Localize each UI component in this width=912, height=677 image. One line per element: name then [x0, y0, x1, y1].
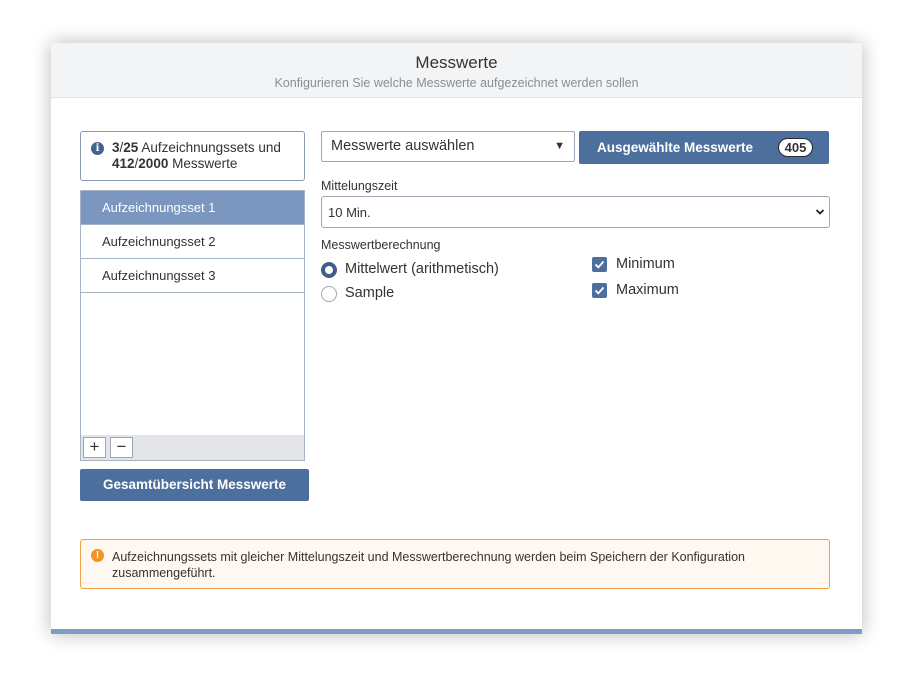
checkbox-maximum[interactable] — [592, 282, 702, 302]
set-item-1[interactable]: Aufzeichnungsset 1 — [81, 191, 304, 225]
warning-icon: ! — [91, 549, 104, 562]
radio-sample[interactable] — [321, 284, 531, 304]
set-item-3[interactable]: Aufzeichnungsset 3 — [81, 259, 304, 293]
messwerte-dialog — [51, 43, 862, 634]
dialog-header — [51, 43, 862, 98]
values-total: 2000 — [138, 156, 169, 171]
recording-set-list — [80, 190, 305, 461]
radio-mittelwert-label: Mittelwert (arithmetisch) — [345, 261, 499, 277]
averaging-value: 10 Min. — [328, 205, 371, 220]
chevron-down-icon — [815, 207, 825, 217]
radio-button-selected[interactable] — [321, 262, 337, 278]
set-list-toolbar — [81, 435, 304, 460]
checkbox-checked[interactable] — [592, 283, 607, 298]
sets-total: 25 — [123, 140, 139, 155]
values-used: 412 — [112, 156, 135, 171]
dialog-footer-bar — [51, 629, 862, 634]
averaging-dropdown[interactable] — [321, 196, 830, 228]
checkbox-minimum-label: Minimum — [616, 256, 675, 272]
checkbox-maximum-label: Maximum — [616, 282, 679, 298]
selected-measures-label: Ausgewählte Messwerte — [597, 140, 754, 155]
set-item-2[interactable]: Aufzeichnungsset 2 — [81, 225, 304, 259]
sets-text: Aufzeichnungssets und — [141, 140, 281, 155]
measure-select[interactable] — [321, 131, 575, 162]
add-set-button[interactable]: + — [83, 437, 106, 458]
selected-measures-button[interactable] — [579, 131, 829, 164]
quota-info-box — [80, 131, 305, 181]
checkbox-minimum[interactable] — [592, 256, 702, 276]
averaging-label: Mittelungszeit — [321, 179, 398, 193]
caret-down-icon: ▼ — [554, 140, 565, 152]
info-icon: i — [91, 142, 104, 155]
remove-set-button[interactable]: − — [110, 437, 133, 458]
dialog-title: Messwerte — [415, 53, 498, 72]
quota-info-text: 3/25 Aufzeichnungssets und 412/2000 Messwerte — [112, 140, 281, 171]
calculation-label: Messwertberechnung — [321, 238, 441, 252]
checkbox-checked[interactable] — [592, 257, 607, 272]
values-text: Messwerte — [172, 156, 238, 171]
overview-button[interactable]: Gesamtübersicht Messwerte — [80, 469, 309, 501]
radio-sample-label: Sample — [345, 285, 395, 301]
measure-select-label: Messwerte auswählen — [331, 138, 475, 154]
warning-text: Aufzeichnungssets mit gleicher Mittelungszeit und Messwertberechnung werden beim Speichern der Konfiguration zusammengeführt. — [112, 550, 745, 580]
selected-count-badge: 405 — [779, 139, 812, 156]
radio-button[interactable] — [321, 286, 337, 302]
dialog-subtitle: Konfigurieren Sie welche Messwerte aufgezeichnet werden sollen — [274, 76, 639, 90]
merge-warning-box — [80, 539, 830, 589]
radio-mittelwert[interactable] — [321, 260, 531, 280]
sets-used: 3 — [112, 140, 120, 155]
